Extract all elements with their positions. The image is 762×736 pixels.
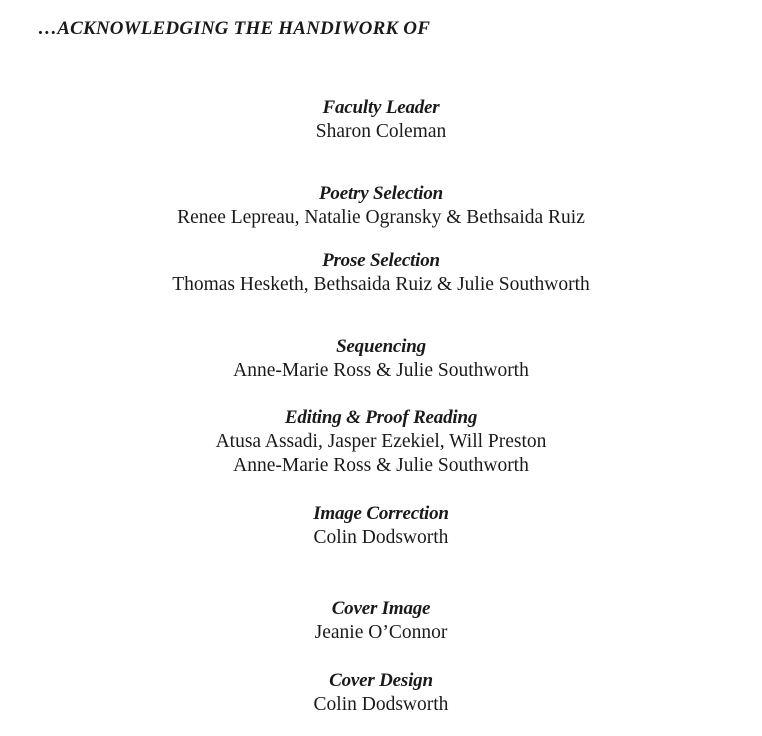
credit-names: Jeanie O’Connor: [314, 622, 448, 643]
credit-faculty-leader: [0, 96, 762, 144]
credit-role: Cover Design: [329, 670, 433, 691]
credit-names: Sharon Coleman: [315, 121, 447, 142]
credit-role: Image Correction: [313, 503, 449, 524]
credit-names: Atusa Assadi, Jasper Ezekiel, Will Preston: [215, 431, 547, 452]
section-heading: …ACKNOWLEDGING THE HANDIWORK OF: [38, 18, 431, 39]
credit-role: Sequencing: [336, 336, 426, 357]
credit-role: Faculty Leader: [322, 97, 440, 118]
credit-names: Anne-Marie Ross & Julie Southworth: [233, 360, 529, 381]
credit-role: Cover Image: [331, 598, 431, 619]
credit-image-correction: [0, 502, 762, 550]
credit-cover-image: [0, 597, 762, 645]
credit-poetry-selection: [0, 182, 762, 230]
credit-editing-proof-reading: [0, 406, 762, 478]
credit-prose-selection: [0, 249, 762, 297]
credit-names: Anne-Marie Ross & Julie Southworth: [233, 455, 529, 476]
credit-role: Editing & Proof Reading: [284, 407, 478, 428]
credit-names: Colin Dodsworth: [313, 527, 449, 548]
credit-sequencing: [0, 335, 762, 383]
credit-role: Prose Selection: [322, 250, 440, 271]
credit-cover-design: [0, 669, 762, 717]
credit-names: Colin Dodsworth: [313, 694, 449, 715]
credit-names: Renee Lepreau, Natalie Ogransky & Bethsaida Ruiz: [177, 207, 585, 228]
credit-role: Poetry Selection: [319, 183, 443, 204]
credit-names: Thomas Hesketh, Bethsaida Ruiz & Julie Southworth: [172, 274, 590, 295]
